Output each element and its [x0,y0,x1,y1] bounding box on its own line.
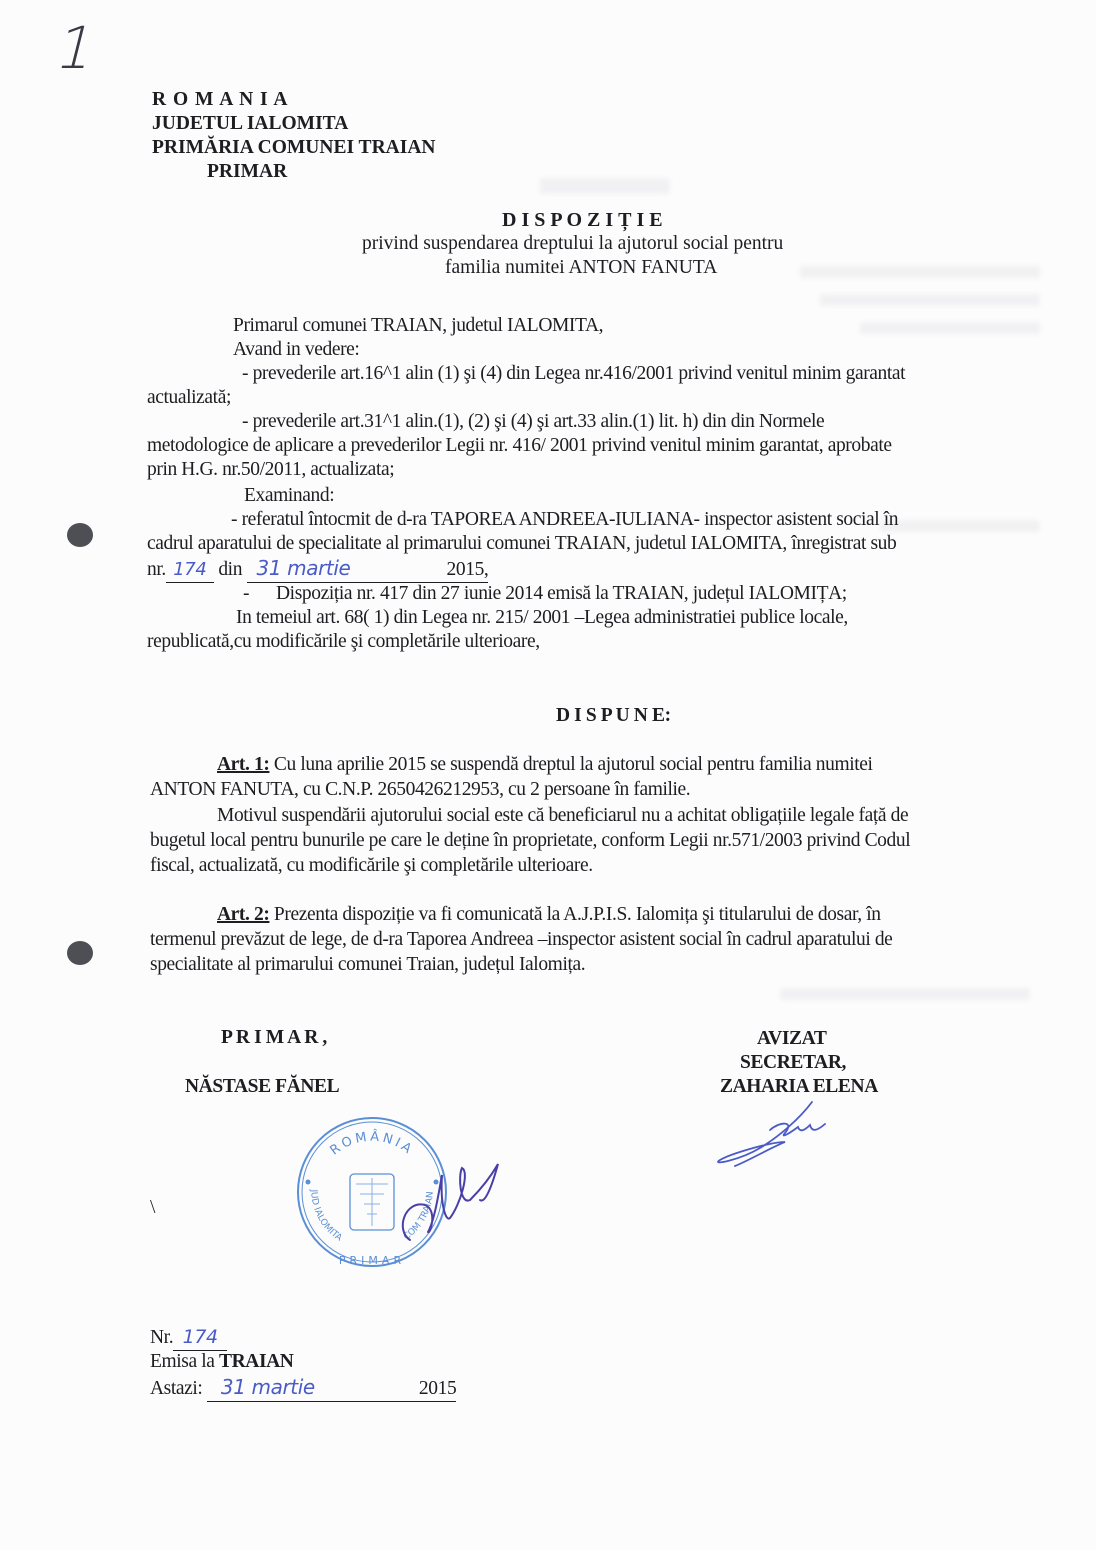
bleed-through [820,294,1040,306]
preamble-line: cadrul aparatului de specialitate al primarului comunei TRAIAN, judetul IALOMITA, înregistrat sub [147,533,897,554]
article-1-line: ANTON FANUTA, cu C.N.P. 2650426212953, cu 2 persoane în familie. [150,779,691,800]
mayor-title: P R I M A R , [221,1027,327,1048]
page-number-mark: 1 [49,14,104,82]
secretary-signature [700,1100,850,1170]
registration-date-field [247,556,423,583]
header-county: JUDETUL IALOMITA [152,113,349,134]
preamble-line: - prevederile art.31^1 alin.(1), (2) şi (4) şi art.33 alin.(1) lit. h) din din Normele [242,411,825,432]
nr-label: nr. [147,559,166,580]
stamp-primar-text: PRIMAR [338,1254,406,1267]
secretary-name: ZAHARIA ELENA [720,1076,878,1097]
handwritten-footer-date: 31 martie [220,1375,315,1399]
footer-issued [150,1350,294,1374]
header-institution: PRIMĂRIA COMUNEI TRAIAN [152,137,436,158]
document-title: D I S P O Z I Ț I E [502,209,663,231]
preamble-line: Examinand: [244,485,335,506]
bleed-through [800,266,1040,278]
preamble-line: prin H.G. nr.50/2011, actualizata; [147,459,395,480]
article-1-line [217,753,873,777]
footer-date [150,1375,456,1402]
footer-number [150,1325,227,1351]
article-2-line [217,903,881,927]
registration-line [147,556,488,583]
article-2-line: specialitate al primarului comunei Traian, județul Ialomița. [150,954,586,975]
handwritten-registration-number: 174 [173,559,207,580]
article-2-text: Prezenta dispoziție va fi comunicată la A.J.P.I.S. Ialomița şi titularului de dosar, în [269,904,881,925]
bleed-through [860,322,1040,334]
secretary-title: SECRETAR, [740,1052,847,1073]
footer-nr-label: Nr. [150,1327,174,1348]
handwritten-registration-date: 31 martie [256,556,351,580]
article-1-line: Motivul suspendării ajutorului social este că beneficiarul nu a achitat obligațiile legale față de [217,805,909,826]
footer-emisa-label: Emisa la [150,1351,219,1372]
bleed-through [880,520,1040,532]
punch-hole [67,941,93,965]
header-country: R O M A N I A [152,89,289,110]
article-1-line: fiscal, actualizată, cu modificările şi completările ulterioare. [150,855,593,876]
stamp-right-text: COM TRAIAN [401,1191,436,1243]
mayor-name: NĂSTASE FĂNEL [185,1076,340,1097]
preamble-line: In temeiul art. 68( 1) din Legea nr. 215/ 2001 –Legea administratiei publice locale, [236,607,848,628]
footer-astazi-label: Astazi: [150,1378,203,1399]
article-2-line: termenul prevăzut de lege, de d-ra Taporea Andreea –inspector asistent social în cadrul aparatului de [150,929,893,950]
article-1-line: bugetul local pentru bunurile pe care le deține în proprietate, conform Legii nr.571/2003 privind Codul [150,830,911,851]
secretary-approval: AVIZAT [757,1028,827,1049]
preamble-line: Primarul comunei TRAIAN, judetul IALOMITA, [233,315,604,336]
preamble-line: metodologice de aplicare a prevederilor Legii nr. 416/ 2001 privind venitul minim garantat, aprobate [147,435,892,456]
registration-year: 2015, [423,558,489,583]
footer-emisa-place: TRAIAN [218,1351,294,1372]
footer-date-field [207,1375,397,1402]
bleed-through [780,988,1030,1000]
registration-number-field [166,558,214,583]
article-2-label: Art. 2: [217,904,270,925]
mayor-signature [400,1150,510,1250]
preamble-line: actualizată; [147,387,231,408]
preamble-line: Dispoziția nr. 417 din 27 iunie 2014 emisă la TRAIAN, județul IALOMIȚA; [276,583,847,604]
document-subtitle: privind suspendarea dreptului la ajutorul social pentru [362,233,784,254]
bleed-through [540,178,670,194]
footer-year: 2015 [397,1377,456,1402]
din-label: din [218,559,243,580]
article-1-label: Art. 1: [217,754,270,775]
footer-nr-field [173,1325,227,1351]
preamble-line: Avand in vedere: [233,339,360,360]
preamble-line: - prevederile art.16^1 alin (1) şi (4) din Legea nr.416/2001 privind venitul minim garantat [242,363,906,384]
stamp-top-text: ROMÂNIA [327,1129,417,1159]
backslash-mark: \ [150,1197,156,1218]
preamble-line: - referatul întocmit de d-ra TAPOREA ANDREEA-IULIANA- inspector asistent social în [231,509,899,530]
preamble-dash: - [243,583,250,604]
stamp-left-text: JUD IALOMITA [308,1189,344,1244]
header-office: PRIMAR [207,161,288,182]
dispune-heading: D I S P U N E: [556,705,671,726]
document-subtitle: familia numitei ANTON FANUTA [445,257,718,278]
punch-hole [67,523,93,547]
article-1-text: Cu luna aprilie 2015 se suspendă dreptul la ajutorul social pentru familia numitei [269,754,873,775]
handwritten-footer-number: 174 [182,1326,218,1348]
preamble-line: republicată,cu modificările şi completările ulterioare, [147,631,540,652]
